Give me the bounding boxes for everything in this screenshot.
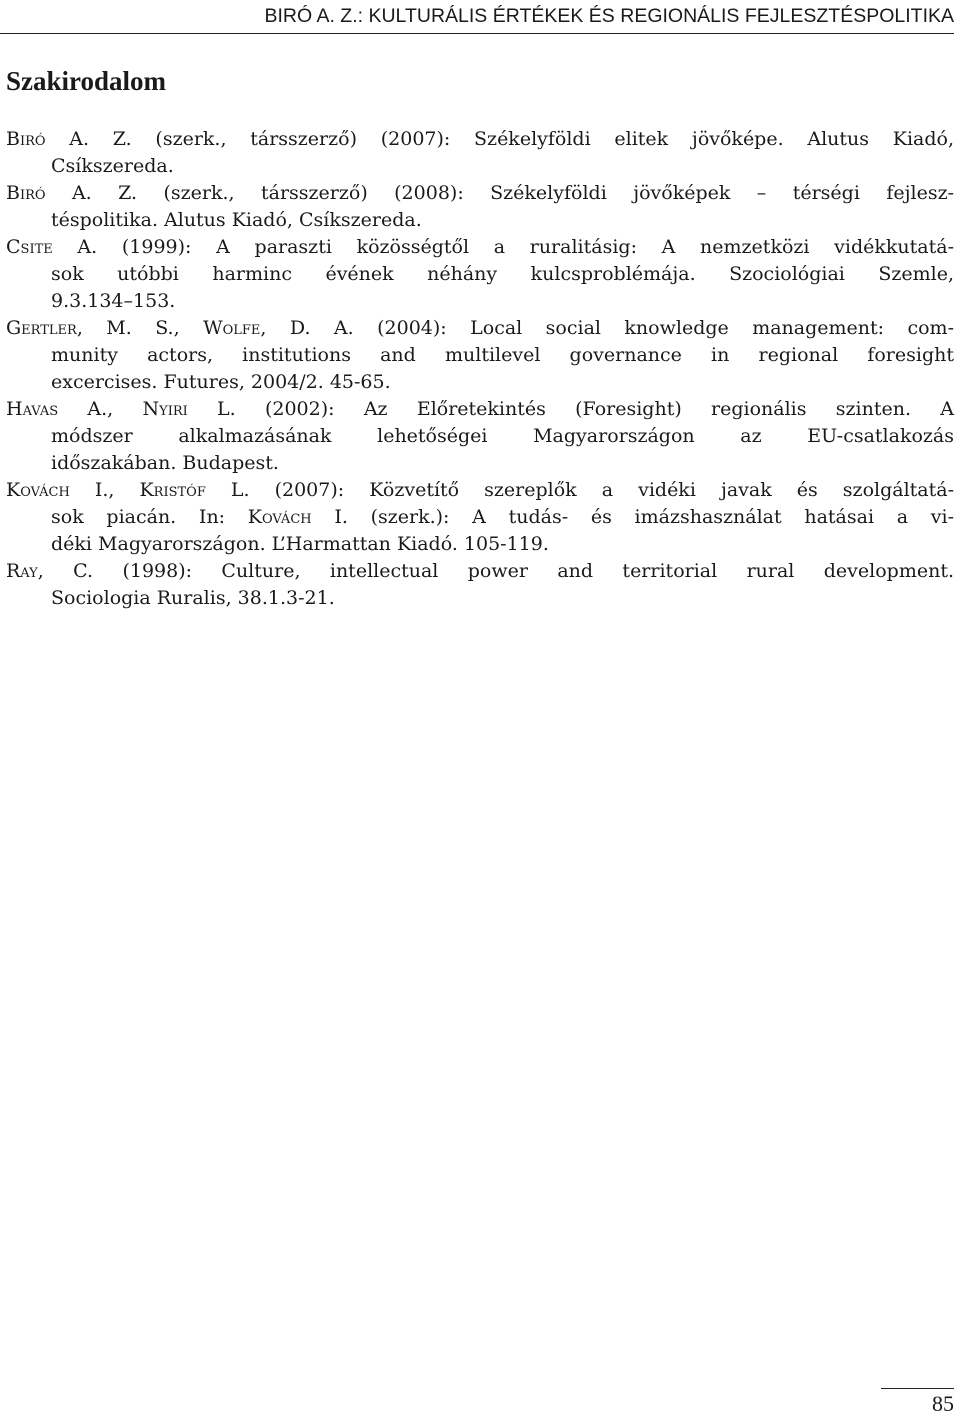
- author-name: Biró: [6, 182, 46, 204]
- reference-text: A. Z. (szerk., társszerző) (2007): Székelyföldi elitek jövőképe. Alutus Kiadó,: [45, 128, 954, 150]
- author-name: Wolfe: [203, 317, 261, 339]
- author-name: Ray: [6, 560, 38, 582]
- reference-line: [6, 504, 954, 531]
- reference-line: [6, 477, 954, 504]
- reference-item: [6, 396, 954, 477]
- author-name: Csite: [6, 236, 53, 258]
- reference-line: excercises. Futures, 2004/2. 45-65.: [51, 371, 391, 393]
- reference-line: időszakában. Budapest.: [51, 452, 279, 474]
- reference-line: déki Magyarországon. L’Harmattan Kiadó. 105-119.: [51, 533, 549, 555]
- reference-line: [6, 558, 954, 585]
- reference-line: munity actors, institutions and multilevel governance in regional foresight: [51, 344, 954, 366]
- reference-line: 9.3.134–153.: [51, 290, 176, 312]
- reference-text: , D. A. (2004): Local social knowledge management: com-: [260, 317, 954, 339]
- page-number: 85: [932, 1391, 954, 1416]
- section-title: Szakirodalom: [6, 66, 167, 96]
- reference-line: [6, 180, 954, 207]
- reference-list: [6, 126, 954, 612]
- reference-text: I. (szerk.): A tudás- és imázshasználat hatásai a vi-: [311, 506, 954, 528]
- header-rule: [0, 33, 954, 34]
- reference-item: [6, 558, 954, 612]
- author-separator: , M. S.,: [76, 317, 204, 339]
- reference-text: L. (2007): Közvetítő szereplők a vidéki javak és szolgáltatá-: [205, 479, 954, 501]
- author-name: Nyiri: [142, 398, 188, 420]
- reference-text: L. (2002): Az Előretekintés (Foresight) regionális szinten. A: [187, 398, 954, 420]
- reference-line: Sociologia Ruralis, 38.1.3-21.: [51, 587, 335, 609]
- author-name: Kovách: [247, 506, 312, 528]
- reference-line: téspolitika. Alutus Kiadó, Csíkszereda.: [51, 209, 422, 231]
- reference-item: [6, 234, 954, 315]
- reference-text: A. (1999): A paraszti közösségtől a ruralitásig: A nemzetközi vidékkutatá-: [52, 236, 954, 258]
- reference-item: [6, 315, 954, 396]
- reference-line: [6, 396, 954, 423]
- reference-line: [6, 126, 954, 153]
- reference-text: , C. (1998): Culture, intellectual power and territorial rural development.: [37, 560, 954, 582]
- reference-text: sok piacán. In:: [51, 506, 248, 528]
- author-name: Gertler: [6, 317, 77, 339]
- reference-line: sok utóbbi harminc évének néhány kulcsproblémája. Szociológiai Szemle,: [51, 263, 954, 285]
- reference-line: [6, 315, 954, 342]
- reference-line: módszer alkalmazásának lehetőségei Magyarországon az EU-csatlakozás: [51, 425, 954, 447]
- reference-item: [6, 180, 954, 234]
- footer-rule: [881, 1388, 954, 1389]
- reference-text: A. Z. (szerk., társszerző) (2008): Székelyföldi jövőképek – térségi fejlesz-: [45, 182, 954, 204]
- reference-line: [6, 234, 954, 261]
- reference-item: [6, 477, 954, 558]
- reference-line: Csíkszereda.: [51, 155, 174, 177]
- author-name: Kovách: [6, 479, 70, 501]
- author-name: Biró: [6, 128, 46, 150]
- author-separator: I.,: [69, 479, 140, 501]
- author-name: Kristóf: [139, 479, 206, 501]
- author-name: Havas: [6, 398, 59, 420]
- author-separator: A.,: [58, 398, 143, 420]
- running-header: BIRÓ A. Z.: KULTURÁLIS ÉRTÉKEK ÉS REGIONÁLIS FEJLESZTÉSPOLITIKA: [264, 5, 954, 27]
- reference-item: [6, 126, 954, 180]
